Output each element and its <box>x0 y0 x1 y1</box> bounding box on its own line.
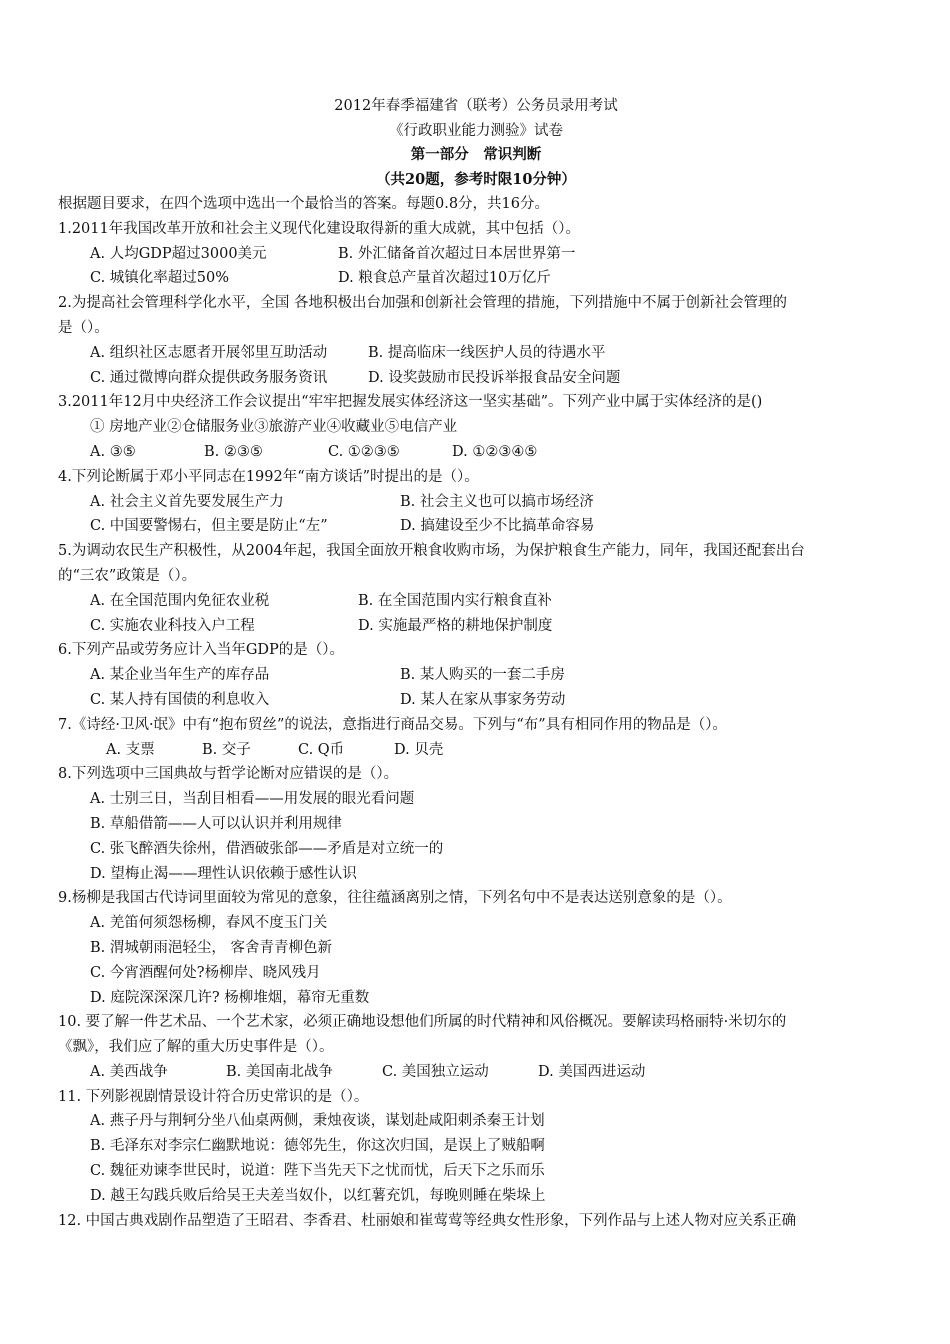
option-a: A. 美西战争 <box>90 1063 168 1080</box>
option-b: B. 渭城朝雨浥轻尘， 客舍青青柳色新 <box>90 939 332 956</box>
option-b: B. ②③⑤ <box>204 443 263 460</box>
option-c: C. 实施农业科技入户工程 <box>90 617 255 634</box>
option-a: A. 士别三日，当刮目相看——用发展的眼光看问题 <box>90 791 415 808</box>
option-row <box>58 341 894 366</box>
question-stem: 2.为提高社会管理科学化水平，全国 各地积极出台加强和创新社会管理的措施，下列措施中不属于创新社会管理的 <box>58 295 787 312</box>
question-sub-list: ① 房地产业②仓储服务业③旅游产业④收藏业⑤电信产业 <box>90 419 458 436</box>
option-row <box>58 688 894 713</box>
option-a: A. 在全国范围内免征农业税 <box>90 592 270 609</box>
option-d: D. ①②③④⑤ <box>452 443 538 460</box>
option-a: A. 某企业当年生产的库存品 <box>90 667 270 684</box>
option-c: C. Q币 <box>298 741 345 758</box>
option-c: C. ①②③⑤ <box>328 443 400 460</box>
option-a: A. 支票 <box>106 741 155 758</box>
option-row <box>58 589 894 614</box>
option-b: B. 社会主义也可以搞市场经济 <box>400 493 594 510</box>
option-c: C. 美国独立运动 <box>382 1063 489 1080</box>
exam-document <box>58 94 894 1233</box>
option-d: D. 粮食总产量首次超过10万亿斤 <box>338 270 551 287</box>
option-row <box>58 614 894 639</box>
question-stem: 1.2011年我国改革开放和社会主义现代化建设取得新的重大成就，其中包括（）。 <box>58 220 580 237</box>
question-stem: 7.《诗经·卫风·氓》中有“抱布贸丝”的说法，意指进行商品交易。下列与“布”具有相同作用的物品是（）。 <box>58 716 727 733</box>
option-c: C. 城镇化率超过50% <box>90 270 230 287</box>
question-stem: 10. 要了解一件艺术品、一个艺术家，必须正确地设想他们所属的时代精神和风俗概况。要解读玛格丽特·米切尔的 <box>58 1014 787 1031</box>
option-b: B. 提高临床一线医护人员的待遇水平 <box>368 344 606 361</box>
option-a: A. ③⑤ <box>90 443 136 460</box>
question-stem: 4.下列论断属于邓小平同志在1992年“南方谈话”时提出的是（）。 <box>58 468 479 485</box>
option-d: D. 某人在家从事家务劳动 <box>400 691 566 708</box>
option-b: B. 某人购买的一套二手房 <box>400 667 565 684</box>
section-title: 第一部分 常识判断 <box>410 146 542 163</box>
option-d: D. 实施最严格的耕地保护制度 <box>358 617 553 634</box>
option-d: D. 设奖鼓励市民投诉举报食品安全问题 <box>368 369 621 386</box>
option-d: D. 庭院深深深几许? 杨柳堆烟，幕帘无重数 <box>90 989 370 1006</box>
option-row <box>58 440 894 465</box>
option-d: D. 搞建设至少不比搞革命容易 <box>400 518 595 535</box>
instructions: 根据题目要求，在四个选项中选出一个最恰当的答案。每题0.8分，共16分。 <box>58 196 550 212</box>
option-c: C. 中国要警惕右，但主要是防止“左” <box>90 518 328 535</box>
option-d: D. 贝壳 <box>394 741 444 758</box>
option-b: B. 草船借箭——人可以认识并利用规律 <box>90 815 342 832</box>
option-a: A. 社会主义首先要发展生产力 <box>90 493 284 510</box>
question-stem: 3.2011年12月中央经济工作会议提出“牢牢把握发展实体经济这一坚实基础”。下列产业中属于实体经济的是() <box>58 394 763 411</box>
option-row <box>58 738 894 763</box>
option-c: C. 通过微博向群众提供政务服务资讯 <box>90 369 328 386</box>
option-row <box>58 242 894 267</box>
option-d: D. 望梅止渴——理性认识依赖于感性认识 <box>90 865 357 882</box>
option-row <box>58 490 894 515</box>
question-stem-continued: 是（）。 <box>58 319 109 336</box>
option-a: A. 羌笛何须怨杨柳，春风不度玉门关 <box>90 915 328 932</box>
option-d: D. 美国西进运动 <box>538 1063 646 1080</box>
option-c: C. 今宵酒醒何处?杨柳岸、晓风残月 <box>90 964 321 981</box>
question-stem-continued: 的“三农”政策是（）。 <box>58 567 197 584</box>
option-row <box>58 663 894 688</box>
option-a: A. 人均GDP超过3000美元 <box>90 245 267 262</box>
option-a: A. 燕子丹与荆轲分坐八仙桌两侧，秉烛夜谈，谋划赴咸阳刺杀秦王计划 <box>90 1113 545 1130</box>
option-b: B. 在全国范围内实行粮食直补 <box>358 592 552 609</box>
option-row <box>58 266 894 291</box>
option-a: A. 组织社区志愿者开展邻里互助活动 <box>90 344 328 361</box>
question-stem: 9.杨柳是我国古代诗词里面较为常见的意象，往往蕴涵离别之情，下列名句中不是表达送别意象的是（）。 <box>58 890 732 907</box>
question-stem: 6.下列产品或劳务应计入当年GDP的是（）。 <box>58 642 345 659</box>
exam-title: 2012年春季福建省（联考）公务员录用考试 <box>334 98 618 114</box>
section-note: （共20题，参考时限10分钟） <box>376 170 576 188</box>
option-c: C. 某人持有国债的利息收入 <box>90 691 270 708</box>
exam-subtitle: 《行政职业能力测验》试卷 <box>389 122 563 139</box>
option-b: B. 毛泽东对李宗仁幽默地说：德邻先生，你这次归国，是误上了贼船啊 <box>90 1138 545 1155</box>
option-d: D. 越王勾践兵败后给吴王夫差当奴仆，以红薯充饥，每晚则睡在柴垛上 <box>90 1187 546 1204</box>
question-stem-continued: 《飘》，我们应了解的重大历史事件是（）。 <box>58 1039 334 1056</box>
option-row <box>58 1060 894 1085</box>
option-c: C. 魏征劝谏李世民时，说道：陛下当先天下之忧而忧，后天下之乐而乐 <box>90 1163 545 1180</box>
option-b: B. 交子 <box>202 741 251 758</box>
option-b: B. 外汇储备首次超过日本居世界第一 <box>338 245 576 262</box>
question-stem: 8.下列选项中三国典故与哲学论断对应错误的是（）。 <box>58 766 399 783</box>
question-stem: 5.为调动农民生产积极性，从2004年起，我国全面放开粮食收购市场，为保护粮食生产能力，同年，我国还配套出台 <box>58 543 805 560</box>
option-b: B. 美国南北战争 <box>226 1063 333 1080</box>
question-stem: 11. 下列影视剧情景设计符合历史常识的是（）。 <box>58 1088 369 1105</box>
option-c: C. 张飞醉酒失徐州，借酒破张郃——矛盾是对立统一的 <box>90 840 444 857</box>
option-row <box>58 366 894 391</box>
question-stem: 12. 中国古典戏剧作品塑造了王昭君、李香君、杜丽娘和崔莺莺等经典女性形象，下列作品与上述人物对应关系正确 <box>58 1212 797 1229</box>
option-row <box>58 514 894 539</box>
